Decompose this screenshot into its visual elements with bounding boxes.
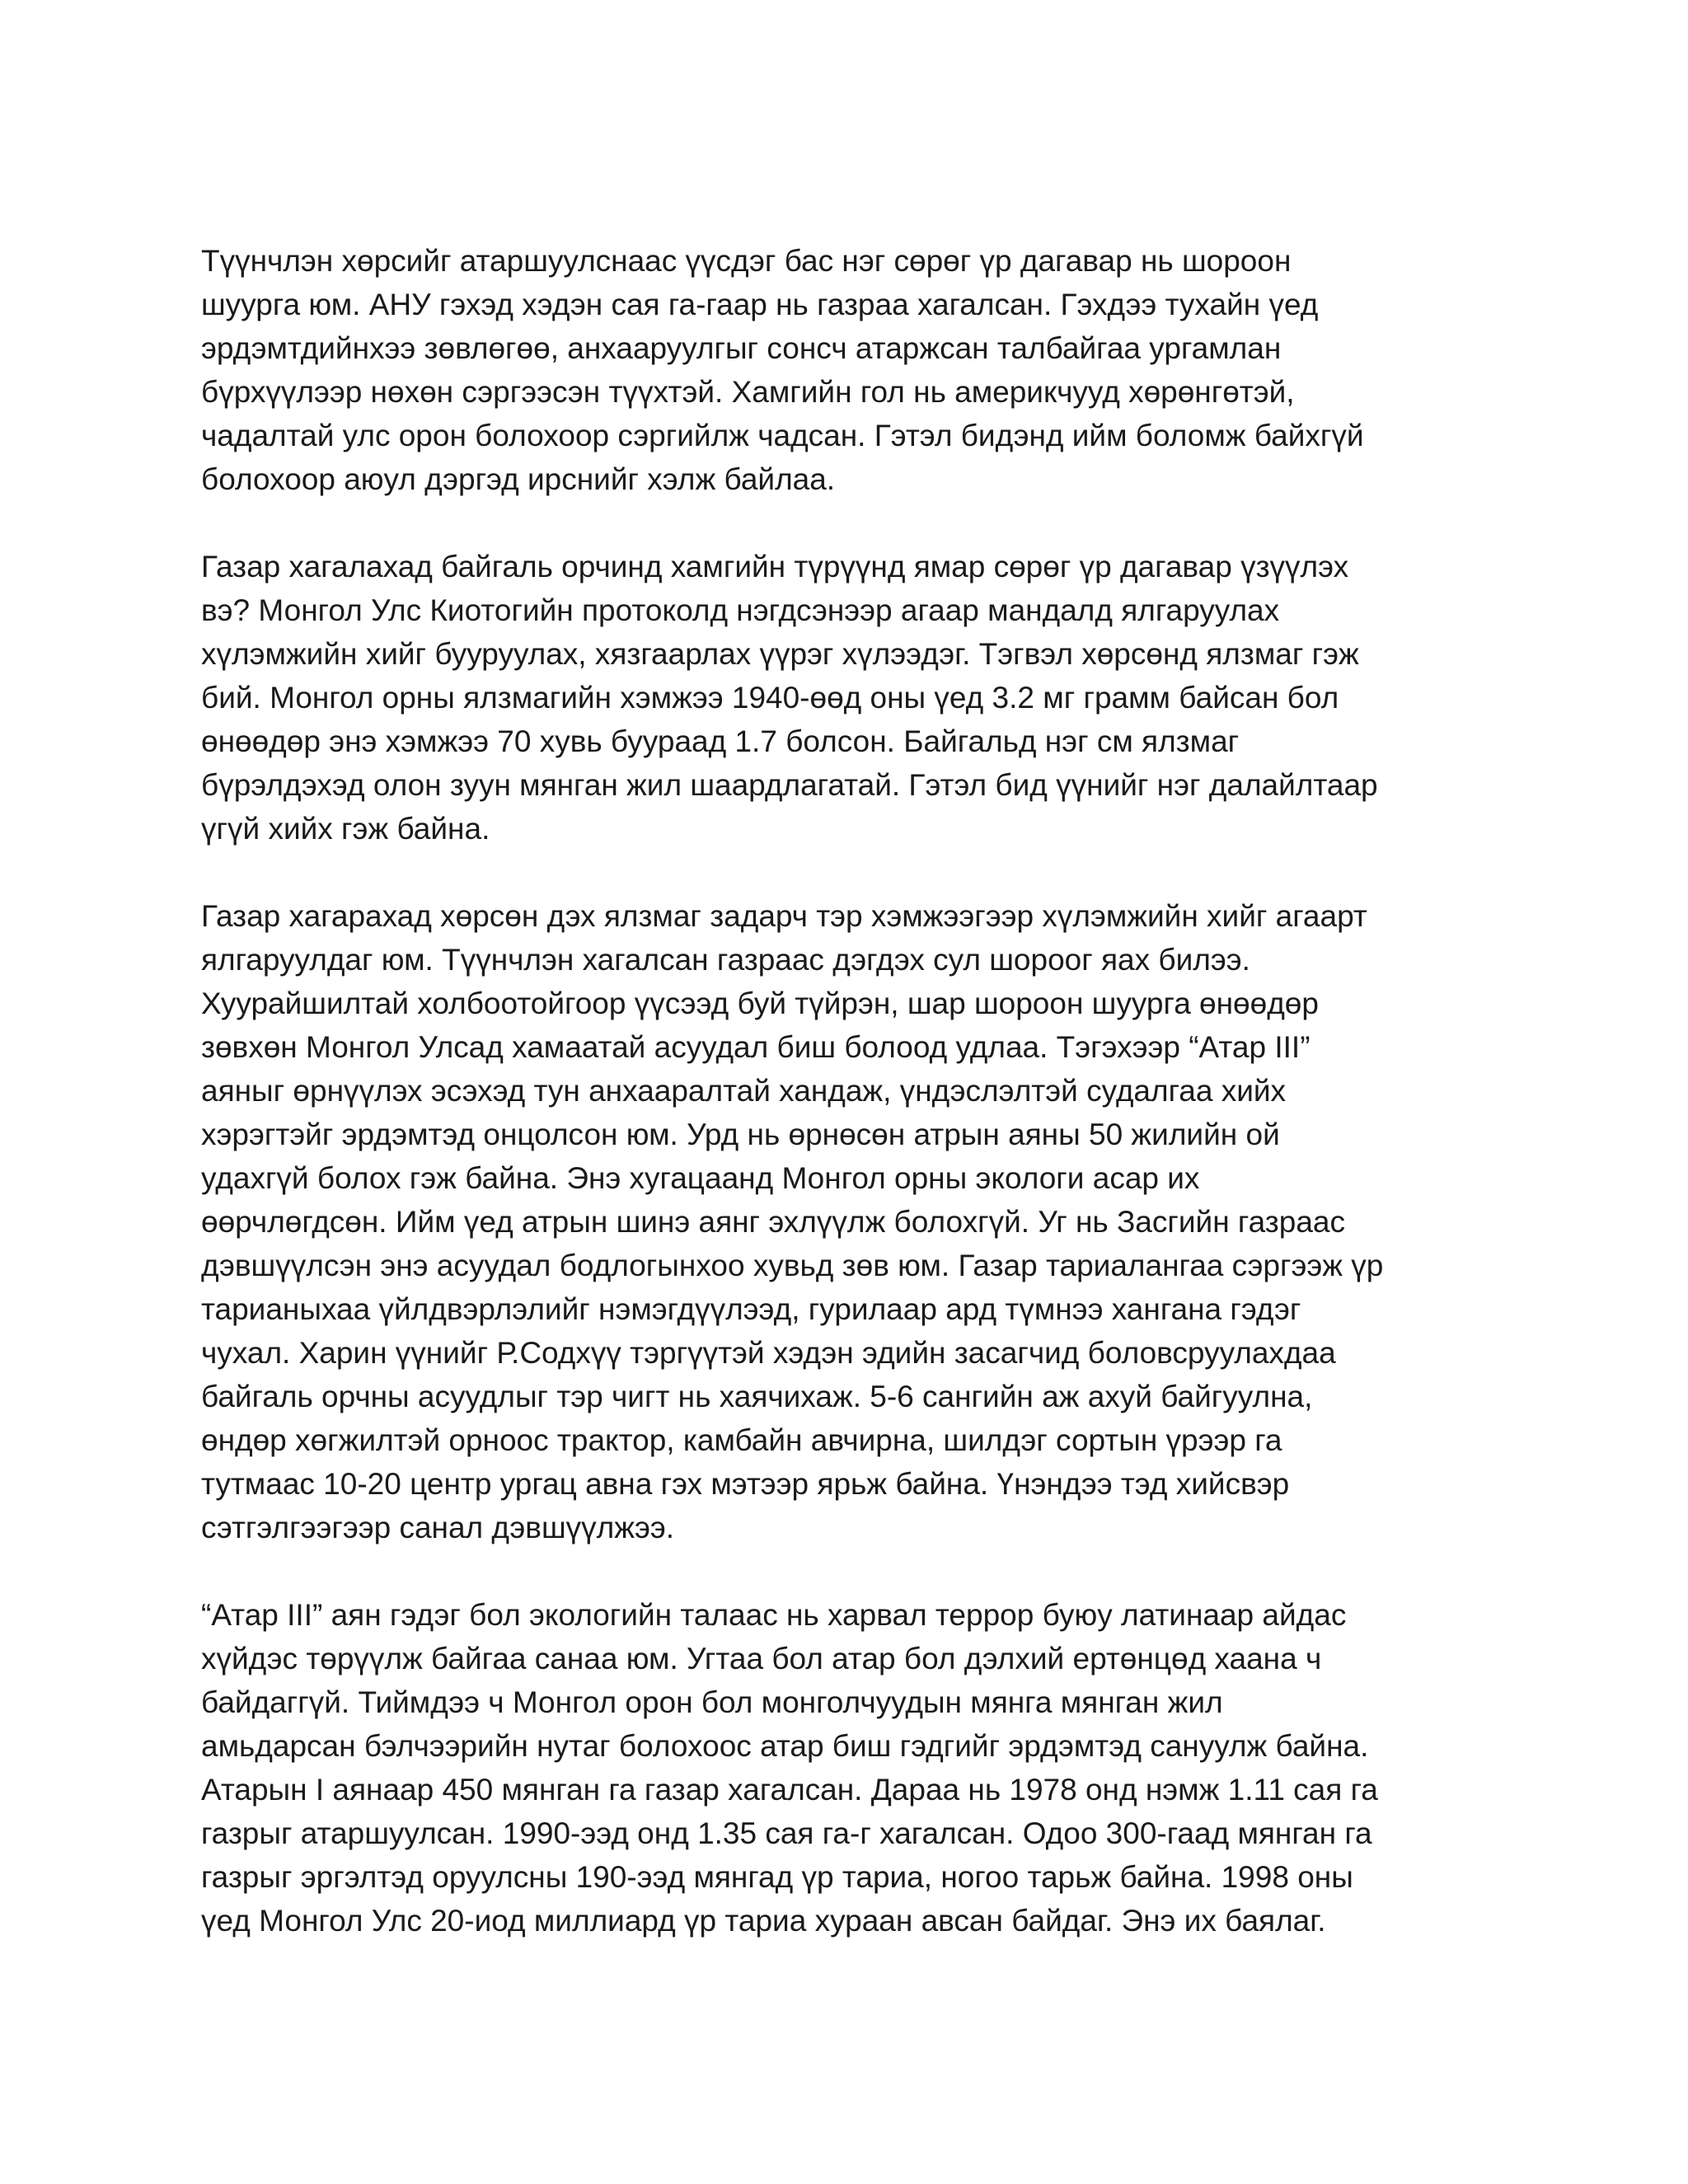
text-line: байдаггүй. Тиймдээ ч Монгол орон бол монголчуудын мянга мянган жил bbox=[201, 1685, 1223, 1719]
text-line: Хуурайшилтай холбоотойгоор үүсээд буй түйрэн, шар шороон шуурга өнөөдөр bbox=[201, 987, 1319, 1020]
text-line: бүрэлдэхэд олон зуун мянган жил шаардлагатай. Гэтэл бид үүнийг нэг далайлтаар bbox=[201, 768, 1378, 802]
text-line: дэвшүүлсэн энэ асуудал бодлогынхоо хувьд зөв юм. Газар тариалангаа сэргээж үр bbox=[201, 1249, 1384, 1282]
text-line: болохоор аюул дэргэд ирснийг хэлж байлаа. bbox=[201, 462, 836, 496]
text-line: газрыг эргэлтэд оруулсны 190-ээд мянгад үр тариа, ногоо тарьж байна. 1998 оны bbox=[201, 1860, 1353, 1894]
text-line: хүйдэс төрүүлж байгаа санаа юм. Угтаа бол атар бол дэлхий ертөнцөд хаана ч bbox=[201, 1642, 1322, 1675]
text-line: аяныг өрнүүлэх эсэхэд тун анхааралтай хандаж, үндэслэлтэй судалгаа хийх bbox=[201, 1074, 1287, 1108]
text-line: тарианыхаа үйлдвэрлэлийг нэмэгдүүлээд, гурилаар ард түмнээ хангана гэдэг bbox=[201, 1292, 1301, 1326]
text-line: вэ? Монгол Улс Киотогийн протоколд нэгдсэнээр агаар мандалд ялгаруулах bbox=[201, 593, 1280, 627]
text-line: бий. Монгол орны ялзмагийн хэмжээ 1940-өөд оны үед 3.2 мг грамм байсан бол bbox=[201, 681, 1339, 715]
text-line: үгүй хийх гэж байна. bbox=[201, 812, 490, 846]
paragraph-4 bbox=[201, 1593, 1503, 1943]
text-line: газрыг атаршуулсан. 1990-ээд онд 1.35 сая га-г хагалсан. Одоо 300-гаад мянган га bbox=[201, 1816, 1372, 1850]
text-line: удахгүй болох гэж байна. Энэ хугацаанд Монгол орны экологи асар их bbox=[201, 1161, 1200, 1195]
text-line: чадалтай улс орон болохоор сэргийлж чадсан. Гэтэл бидэнд ийм боломж байхгүй bbox=[201, 419, 1364, 452]
text-line: сэтгэлгээгээр санал дэвшүүлжээ. bbox=[201, 1511, 675, 1544]
text-line: өндөр хөгжилтэй орноос трактор, камбайн авчирна, шилдэг сортын үрээр га bbox=[201, 1423, 1282, 1457]
text-line: чухал. Харин үүнийг Р.Содхүү тэргүүтэй хэдэн эдийн засагчид боловсруулахдаа bbox=[201, 1336, 1336, 1370]
text-line: хэрэгтэйг эрдэмтэд онцолсон юм. Урд нь өрнөсөн атрын аяны 50 жилийн ой bbox=[201, 1118, 1280, 1151]
paragraph-2 bbox=[201, 545, 1503, 851]
text-line: байгаль орчны асуудлыг тэр чигт нь хаячихаж. 5-6 сангийн аж ахуй байгуулна, bbox=[201, 1380, 1313, 1413]
text-line: Газар хагалахад байгаль орчинд хамгийн түрүүнд ямар сөрөг үр дагавар үзүүлэх bbox=[201, 550, 1349, 583]
text-line: зөвхөн Монгол Улсад хамаатай асуудал биш болоод удлаа. Тэгэхээр “Атар III” bbox=[201, 1030, 1311, 1064]
document-body bbox=[201, 239, 1503, 1986]
text-line: Атарын I аянаар 450 мянган га газар хагалсан. Дараа нь 1978 онд нэмж 1.11 сая га bbox=[201, 1773, 1378, 1807]
text-line: амьдарсан бэлчээрийн нутаг болохоос атар биш гэдгийг эрдэмтэд сануулж байна. bbox=[201, 1729, 1369, 1763]
text-line: хүлэмжийн хийг бууруулах, хязгаарлах үүрэг хүлээдэг. Тэгвэл хөрсөнд ялзмаг гэж bbox=[201, 637, 1359, 671]
text-line: “Атар III” аян гэдэг бол экологийн талаас нь харвал террор буюу латинаар айдас bbox=[201, 1598, 1347, 1632]
text-line: ялгаруулдаг юм. Түүнчлэн хагалсан газраас дэгдэх сул шороог яах билээ. bbox=[201, 943, 1250, 977]
text-line: Түүнчлэн хөрсийг атаршуулснаас үүсдэг бас нэг сөрөг үр дагавар нь шороон bbox=[201, 244, 1292, 278]
text-line: тутмаас 10-20 центр ургац авна гэх мэтээр ярьж байна. Үнэндээ тэд хийсвэр bbox=[201, 1467, 1290, 1501]
text-line: бүрхүүлээр нөхөн сэргээсэн түүхтэй. Хамгийн гол нь америкчууд хөрөнгөтэй, bbox=[201, 375, 1295, 409]
paragraph-3 bbox=[201, 894, 1503, 1549]
text-line: Газар хагарахад хөрсөн дэх ялзмаг задарч тэр хэмжээгээр хүлэмжийн хийг агаарт bbox=[201, 899, 1367, 933]
text-line: эрдэмтдийнхээ зөвлөгөө, анхааруулгыг сонсч атаржсан талбайгаа ургамлан bbox=[201, 331, 1282, 365]
text-line: өнөөдөр энэ хэмжээ 70 хувь буураад 1.7 болсон. Байгальд нэг см ялзмаг bbox=[201, 724, 1240, 758]
text-line: өөрчлөгдсөн. Ийм үед атрын шинэ аянг эхлүүлж болохгүй. Уг нь Засгийн газраас bbox=[201, 1205, 1345, 1239]
text-line: шуурга юм. АНУ гэхэд хэдэн сая га-гаар нь газраа хагалсан. Гэхдээ тухайн үед bbox=[201, 288, 1319, 321]
paragraph-1 bbox=[201, 239, 1503, 501]
text-line: үед Монгол Улс 20-иод миллиард үр тариа хураан авсан байдаг. Энэ их баялаг. bbox=[201, 1904, 1326, 1938]
